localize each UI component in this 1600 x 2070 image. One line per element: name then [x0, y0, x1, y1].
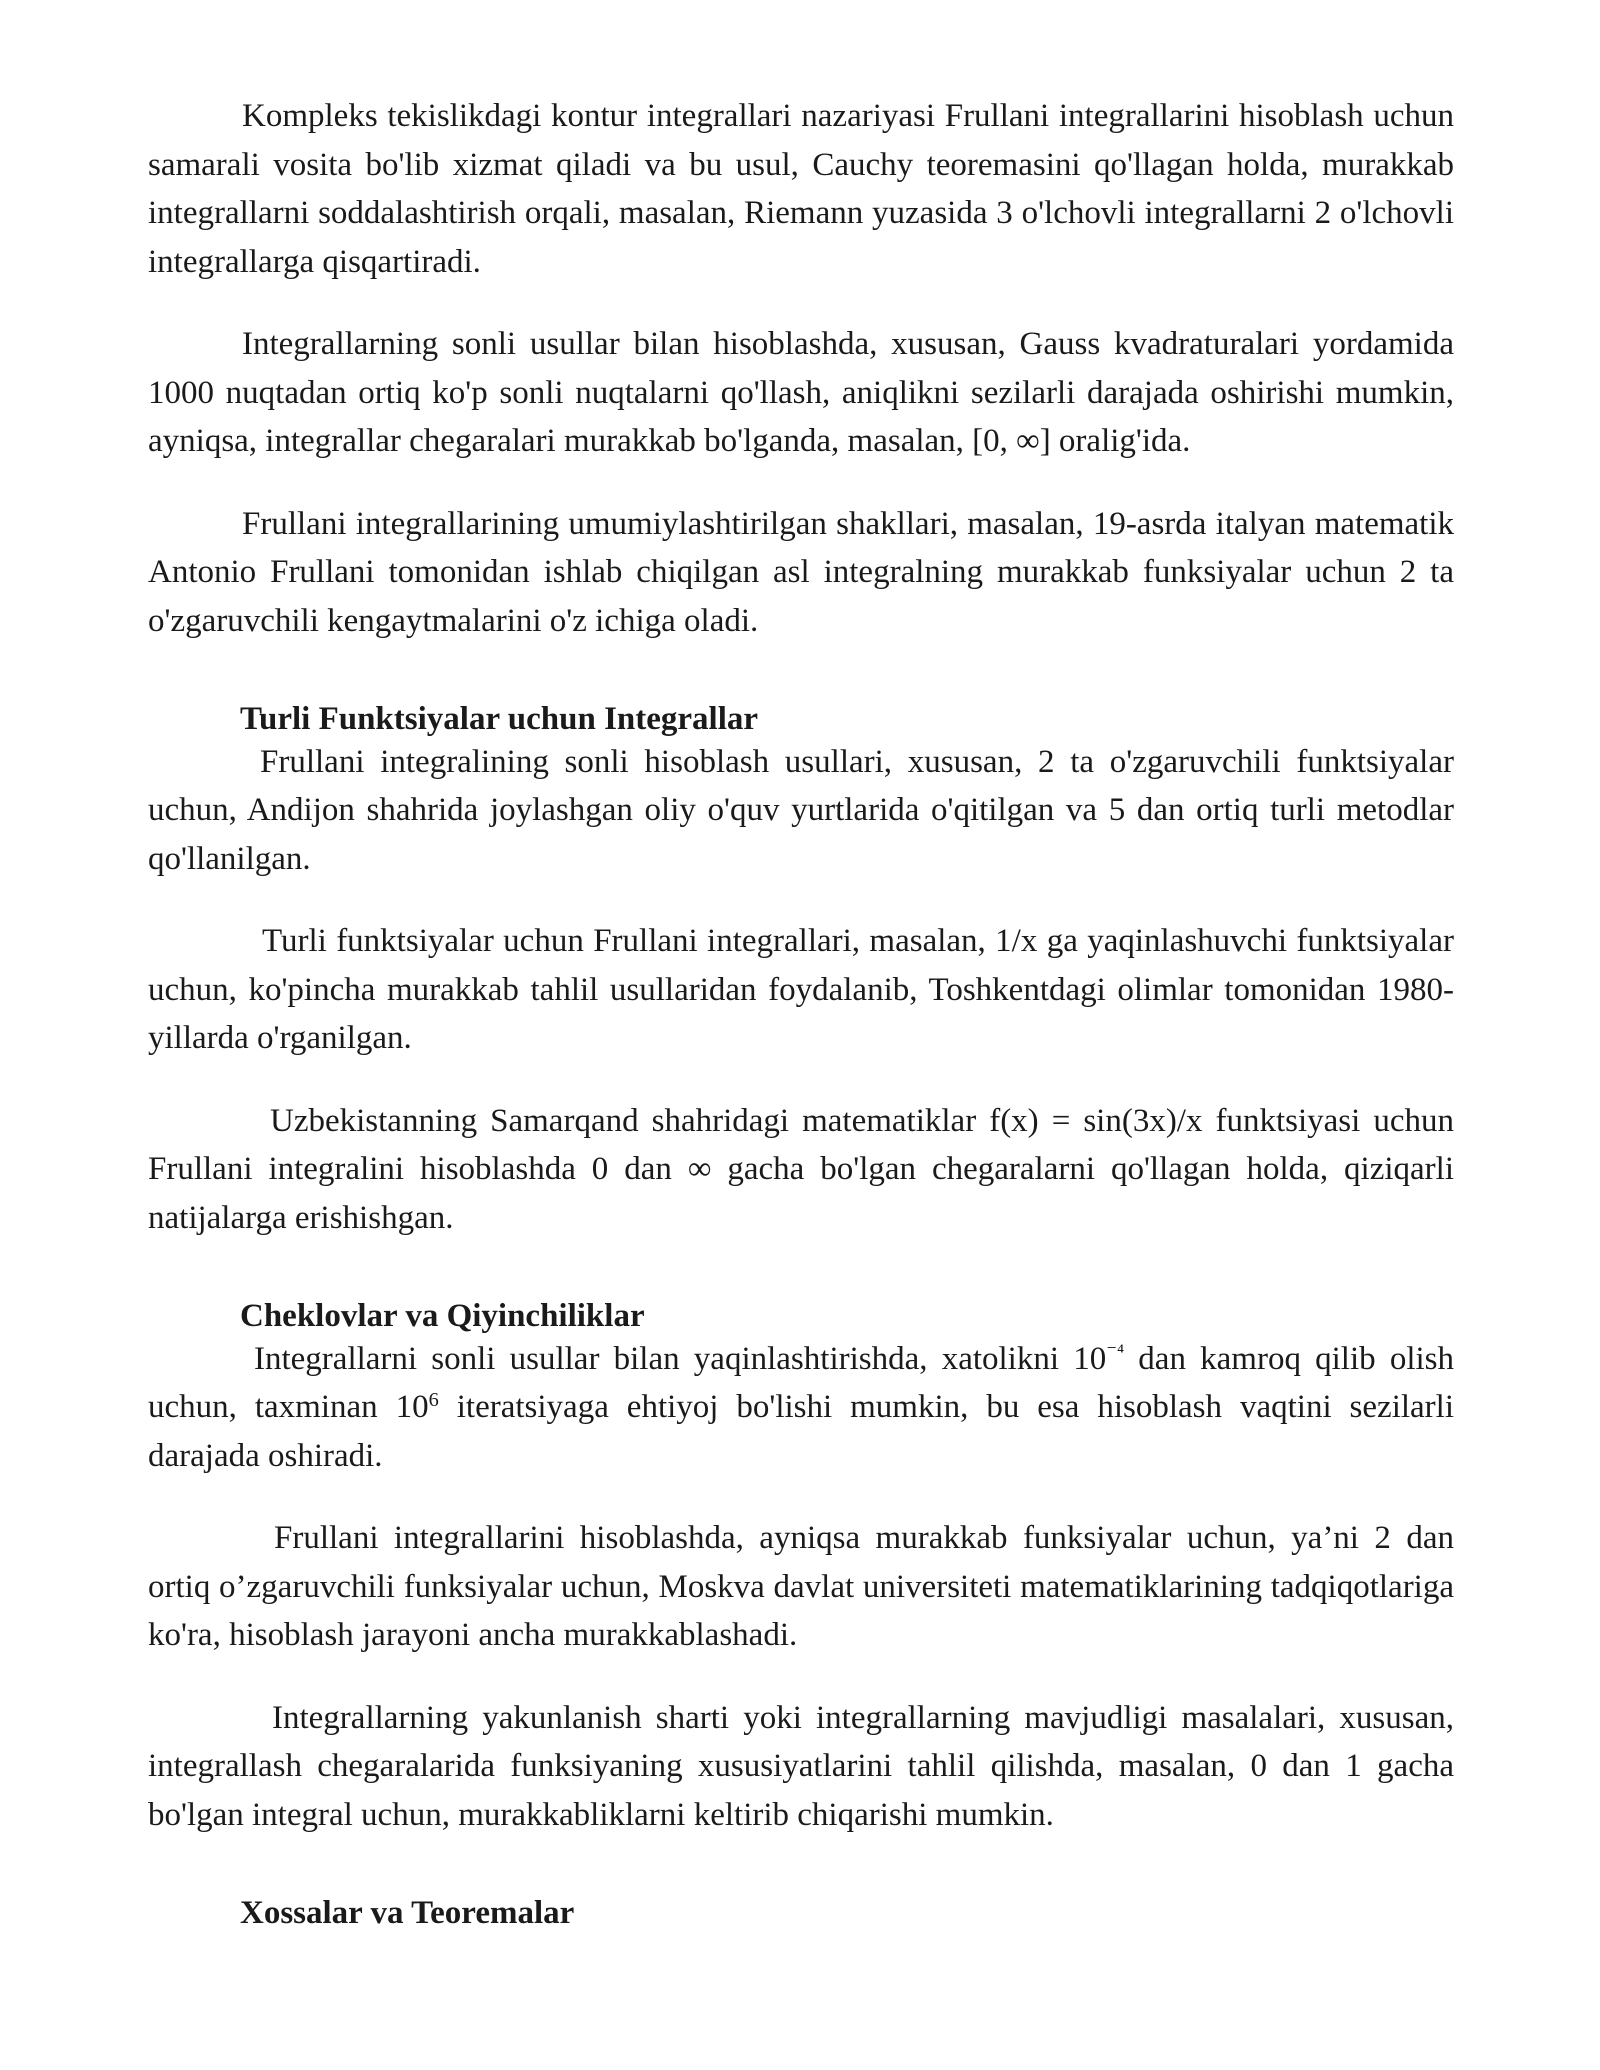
- superscript-exponent: ⁻⁴: [1106, 1340, 1125, 1363]
- paragraph-contour-integrals: Kompleks tekislikdagi kontur integrallari nazariyasi Frullani integrallarini hisoblash uchun samarali vosita bo'lib xizmat qiladi va bu usul, Cauchy teoremasini qo'llagan holda, murakkab integrallarni soddalashtirish orqali, masalan, Riemann yuzasida 3 o'lchovli integrallarni 2 o'lchovli integrallarga qisqartiradi.: [148, 98, 1454, 280]
- section-heading-functions: Turli Funktsiyalar uchun Integrallar: [240, 701, 759, 737]
- paragraph-numerical-methods: Integrallarning sonli usullar bilan hisoblashda, xususan, Gauss kvadraturalari yordamida 1000 nuqtadan ortiq ko'p sonli nuqtalarni qo'llash, aniqlikni sezilarli darajada oshirishi mumkin, ayniqsa, integrallar chegaralari murakkab bo'lganda, masalan, [0, ∞] oralig'ida.: [148, 326, 1454, 459]
- paragraph-approximation-error: [148, 1335, 1454, 1481]
- text-run: Integrallarni sonli usullar bilan yaqinlashtirishda, xatolikni 10: [254, 1340, 1107, 1377]
- superscript-exponent: 6: [428, 1388, 439, 1411]
- paragraph-convergence: Integrallarning yakunlanish sharti yoki integrallarning mavjudligi masalalari, xususan, integrallash chegaralarida funksiyaning xususiyatlarini tahlil qilishda, masalan, 0 dan 1 gacha bo'lgan integral uchun, murakkabliklarni keltirib chiqarishi mumkin.: [148, 1699, 1454, 1833]
- paragraph-various-functions: Turli funktsiyalar uchun Frullani integrallari, masalan, 1/x ga yaqinlashuvchi funktsiyalar uchun, ko'pincha murakkab tahlil usullaridan foydalanib, Toshkentdagi olimlar tomonidan 1980-yillarda o'rganilgan.: [148, 923, 1454, 1056]
- paragraph-numerical-calculation: Frullani integralining sonli hisoblash usullari, xususan, 2 ta o'zgaruvchili funktsiyalar uchun, Andijon shahrida joylashgan oliy o'quv yurtlarida o'qitilgan va 5 dan ortiq turli metodlar qo'llanilgan.: [148, 743, 1454, 877]
- text-run: dan kamroq qilib olish uchun, taxminan 10: [148, 1340, 1454, 1425]
- paragraph-generalized-forms: Frullani integrallarining umumiylashtirilgan shakllari, masalan, 19-asrda italyan matematik Antonio Frullani tomonidan ishlab chiqilgan asl integralning murakkab funksiyalar uchun 2 ta o'zgaruvchili kengaytmalarini o'z ichiga oladi.: [148, 505, 1454, 639]
- document-page: [148, 92, 1454, 1938]
- section-heading-limitations: Cheklovlar va Qiyinchiliklar: [240, 1298, 645, 1334]
- section-heading-properties: Xossalar va Teoremalar: [240, 1895, 575, 1931]
- text-run: iteratsiyaga ehtiyoj bo'lishi mumkin, bu esa hisoblash vaqtini sezilarli darajada oshiradi.: [148, 1389, 1454, 1474]
- paragraph-complex-functions: Frullani integrallarini hisoblashda, ayniqsa murakkab funksiyalar uchun, ya’ni 2 dan ortiq o’zgaruvchili funksiyalar uchun, Moskva davlat universiteti matematiklarining tadqiqotlariga ko'ra, hisoblash jarayoni ancha murakkablashadi.: [148, 1520, 1454, 1653]
- paragraph-samarqand: Uzbekistanning Samarqand shahridagi matematiklar f(x) = sin(3x)/x funktsiyasi uchun Frullani integralini hisoblashda 0 dan ∞ gacha bo'lgan chegaralarni qo'llagan holda, qiziqarli natijalarga erishishgan.: [148, 1102, 1454, 1236]
